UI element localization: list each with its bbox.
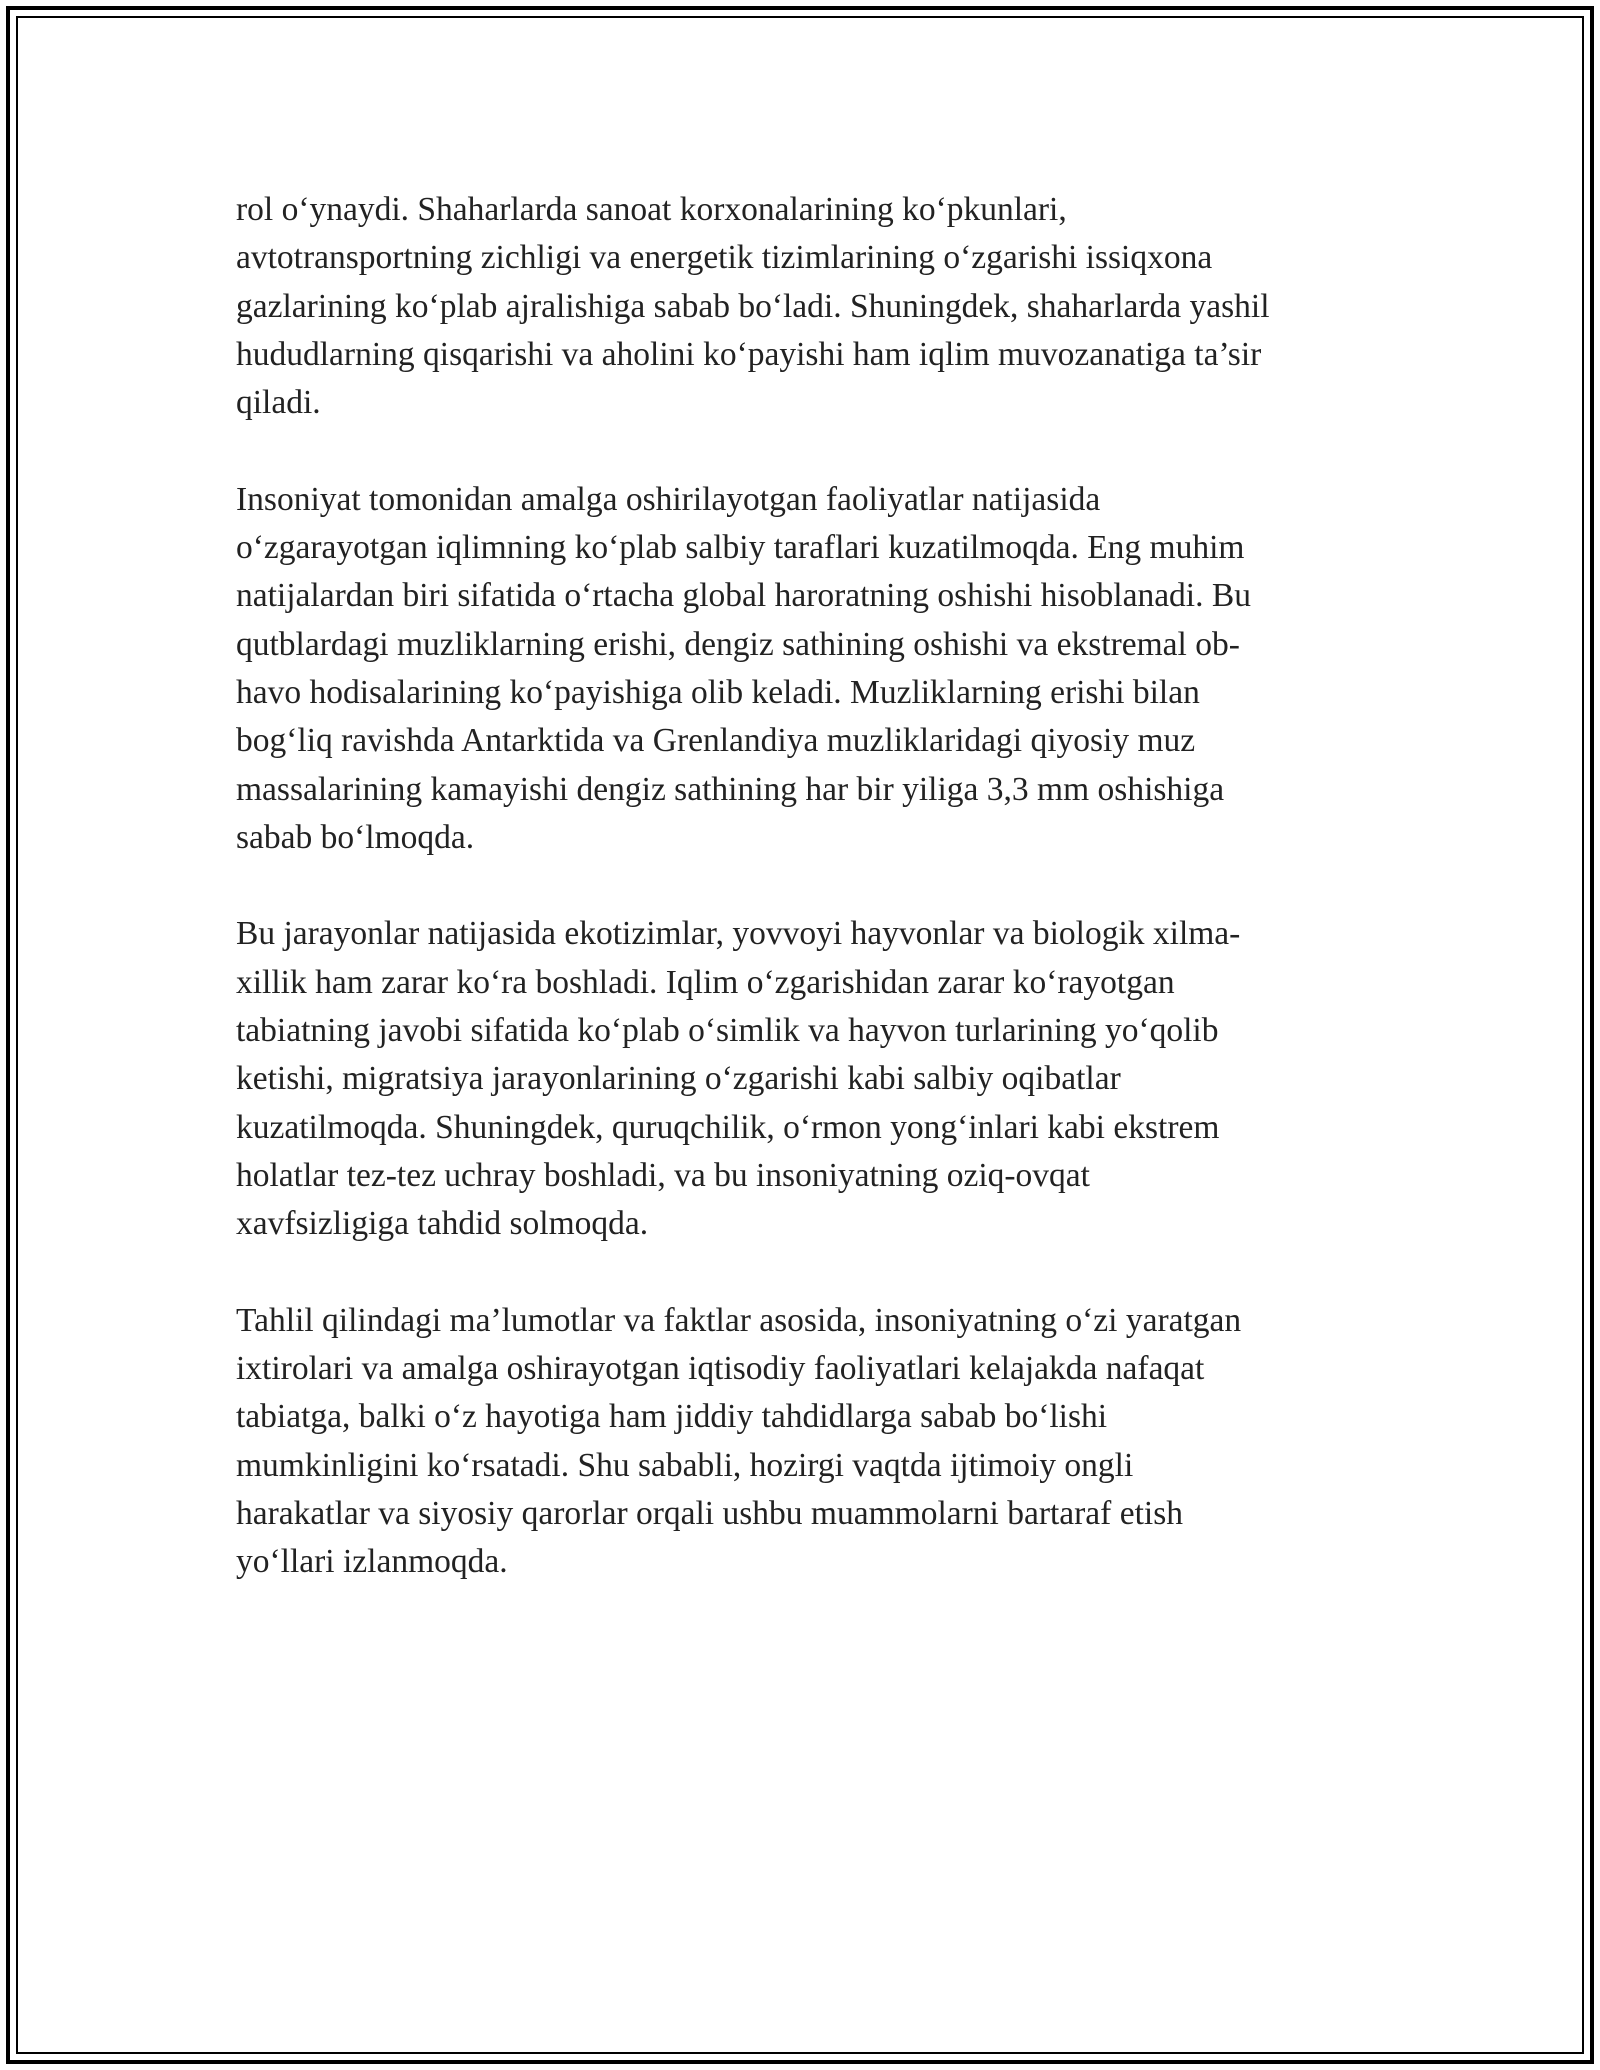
- text-line: natijalardan biri sifatida o‘rtacha global haroratning oshishi hisoblanadi. Bu: [236, 577, 1251, 615]
- text-line: o‘zgarayotgan iqlimning ko‘plab salbiy taraflari kuzatilmoqda. Eng muhim: [236, 529, 1245, 567]
- text-line: ketishi, migratsiya jarayonlarining o‘zgarishi kabi salbiy oqibatlar: [236, 1060, 1121, 1098]
- text-line: xavfsizligiga tahdid solmoqda.: [236, 1205, 649, 1243]
- text-line: Bu jarayonlar natijasida ekotizimlar, yovvoyi hayvonlar va biologik xilma-: [236, 915, 1241, 953]
- paragraph-1: [236, 186, 1378, 427]
- text-line: xillik ham zarar ko‘ra boshladi. Iqlim o‘zgarishidan zarar ko‘rayotgan: [236, 963, 1175, 1001]
- text-line: qiladi.: [236, 384, 321, 422]
- text-line: yo‘llari izlanmoqda.: [236, 1543, 508, 1581]
- text-line: qutblardagi muzliklarning erishi, dengiz sathining oshishi va ekstremal ob-: [236, 625, 1240, 663]
- text-line: avtotransportning zichligi va energetik tizimlarining o‘zgarishi issiqxona: [236, 239, 1213, 277]
- text-line: bog‘liq ravishda Antarktida va Grenlandiya muzliklaridagi qiyosiy muz: [236, 722, 1196, 760]
- text-line: ixtirolari va amalga oshirayotgan iqtisodiy faoliyatlari kelajakda nafaqat: [236, 1350, 1205, 1388]
- paragraph-3: [236, 910, 1378, 1248]
- text-line: gazlarining ko‘plab ajralishiga sabab bo‘ladi. Shuningdek, shaharlarda yashil: [236, 287, 1270, 325]
- text-line: holatlar tez-tez uchray boshladi, va bu insoniyatning oziq-ovqat: [236, 1156, 1090, 1194]
- text-line: mumkinligini ko‘rsatadi. Shu sababli, hozirgi vaqtda ijtimoiy ongli: [236, 1446, 1134, 1484]
- paragraph-2: [236, 476, 1378, 862]
- text-line: havo hodisalarining ko‘payishiga olib keladi. Muzliklarning erishi bilan: [236, 673, 1200, 711]
- text-line: harakatlar va siyosiy qarorlar orqali ushbu muammolarni bartaraf etish: [236, 1495, 1183, 1533]
- document-body: [236, 186, 1378, 1635]
- text-line: tabiatga, balki o‘z hayotiga ham jiddiy tahdidlarga sabab bo‘lishi: [236, 1398, 1108, 1436]
- text-line: kuzatilmoqda. Shuningdek, quruqchilik, o‘rmon yong‘inlari kabi ekstrem: [236, 1108, 1220, 1146]
- text-line: massalarining kamayishi dengiz sathining har bir yiliga 3,3 mm oshishiga: [236, 770, 1225, 808]
- text-line: sabab bo‘lmoqda.: [236, 818, 475, 856]
- text-line: rol o‘ynaydi. Shaharlarda sanoat korxonalarining ko‘pkunlari,: [236, 191, 1067, 228]
- text-line: Tahlil qilindagi ma’lumotlar va faktlar asosida, insoniyatning o‘zi yaratgan: [236, 1301, 1242, 1339]
- text-line: Insoniyat tomonidan amalga oshirilayotgan faoliyatlar natijasida: [236, 480, 1101, 518]
- text-line: hududlarning qisqarishi va aholini ko‘payishi ham iqlim muvozanatiga ta’sir: [236, 335, 1262, 373]
- text-line: tabiatning javobi sifatida ko‘plab o‘simlik va hayvon turlarining yo‘qolib: [236, 1012, 1219, 1050]
- paragraph-4: [236, 1297, 1378, 1587]
